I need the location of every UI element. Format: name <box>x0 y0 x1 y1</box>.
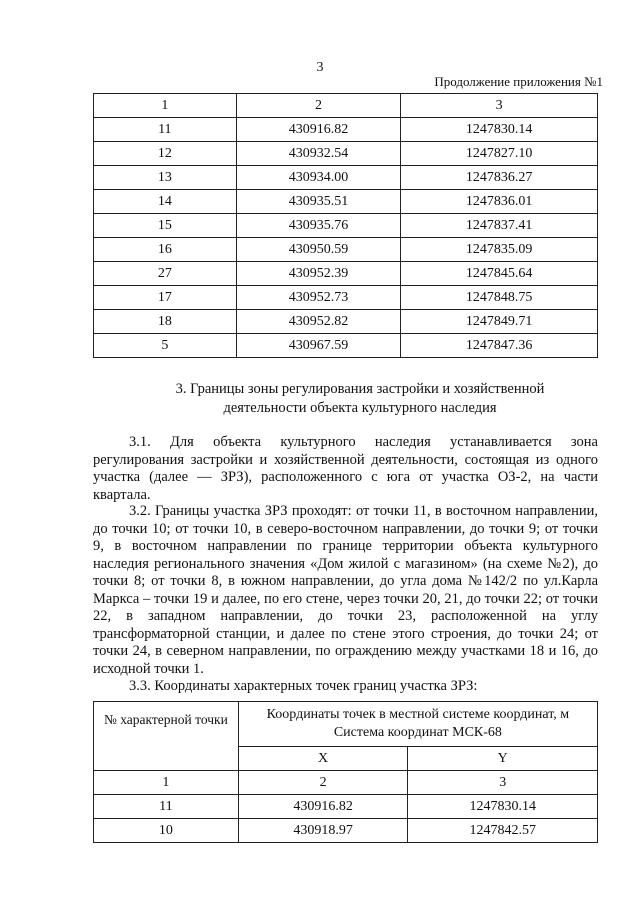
table-cell: 1247842.57 <box>408 819 598 843</box>
continuation-label: Продолжение приложения №1 <box>434 74 603 89</box>
table-cell: 1247835.09 <box>401 238 598 262</box>
table-cell: 430952.82 <box>236 310 401 334</box>
table-row <box>94 190 598 214</box>
table-cell: 1247837.41 <box>401 214 598 238</box>
table-header-row <box>94 702 598 747</box>
table-cell: 27 <box>94 262 237 286</box>
table-cell: 430935.76 <box>236 214 401 238</box>
table-cell: 430916.82 <box>236 118 401 142</box>
table-cell: 1247848.75 <box>401 286 598 310</box>
table-cell: 430952.39 <box>236 262 401 286</box>
table-cell: 5 <box>94 334 237 358</box>
coordinate-header-line: Система координат МСК-68 <box>333 725 502 740</box>
table-row <box>94 334 598 358</box>
paragraph-text: 3.3. Координаты характерных точек границ участка ЗРЗ: <box>129 678 478 694</box>
column-index: 3 <box>408 771 598 795</box>
x-header: X <box>238 747 408 771</box>
table-cell: 12 <box>94 142 237 166</box>
table-cell: 18 <box>94 310 237 334</box>
table-cell: 430934.00 <box>236 166 401 190</box>
table-cell: 430935.51 <box>236 190 401 214</box>
table-cell: 430967.59 <box>236 334 401 358</box>
table-cell: 1247845.64 <box>401 262 598 286</box>
page-number: 3 <box>316 60 324 75</box>
section-title <box>150 380 570 418</box>
section-title-line: 3. Границы зоны регулирования застройки и хозяйственной <box>175 381 545 397</box>
table-cell: 430916.82 <box>238 795 408 819</box>
table-cell: 17 <box>94 286 237 310</box>
table-cell: 10 <box>94 819 239 843</box>
column-header: 2 <box>236 94 401 118</box>
table-row <box>94 214 598 238</box>
coordinates-table-2 <box>93 701 598 843</box>
table-cell: 14 <box>94 190 237 214</box>
table-row <box>94 262 598 286</box>
point-number-header: № характерной точки <box>94 702 239 771</box>
paragraph-3-3 <box>93 678 598 696</box>
table-row <box>94 310 598 334</box>
table-cell: 11 <box>94 118 237 142</box>
table-header-row <box>94 94 598 118</box>
table-row <box>94 166 598 190</box>
table-cell: 16 <box>94 238 237 262</box>
table-cell: 430932.54 <box>236 142 401 166</box>
coordinates-table-1 <box>93 93 598 358</box>
table-row <box>94 286 598 310</box>
table-cell: 1247836.01 <box>401 190 598 214</box>
coordinate-header-line: Координаты точек в местной системе координат, м <box>266 707 570 722</box>
section-title-line: деятельности объекта культурного наследия <box>223 400 497 416</box>
table-cell: 430952.73 <box>236 286 401 310</box>
column-header: 1 <box>94 94 237 118</box>
column-index: 1 <box>94 771 239 795</box>
table-cell: 11 <box>94 795 239 819</box>
table-cell: 1247830.14 <box>408 795 598 819</box>
paragraph-3-2 <box>93 503 598 678</box>
column-header: 3 <box>401 94 598 118</box>
table-cell: 430950.59 <box>236 238 401 262</box>
table-cell: 13 <box>94 166 237 190</box>
table-cell: 1247847.36 <box>401 334 598 358</box>
paragraph-text: 3.2. Границы участка ЗРЗ проходят: от точки 11, в восточном направлении, до точки 10; от точки 10, в северо-восточном направлении, до точки 9; от точки 9, в восточном направлении по границе территории объекта культурного наследия регионального значения «Дом жилой с магазином» (на схеме №2), до точки 8; от точки 8, в южном направлении, до угла дома №142/2 по ул.Карла Маркса – точки 19 и далее, по его стене, через точки 20, 21, до точки 22; от точки 22, в западном направлении, до точки 23, расположенной на углу трансформаторной станции, и далее по стене этого строения, до точки 24; от точки 24, в северном направлении, по ограждению между участками 18 и 16, до исходной точки 1. <box>93 503 598 677</box>
table-cell: 15 <box>94 214 237 238</box>
table-row <box>94 819 598 843</box>
table-cell: 430918.97 <box>238 819 408 843</box>
table-cell: 1247849.71 <box>401 310 598 334</box>
paragraph-3-1 <box>93 434 598 504</box>
table-index-row <box>94 771 598 795</box>
table-row <box>94 142 598 166</box>
table-row <box>94 238 598 262</box>
table-cell: 1247827.10 <box>401 142 598 166</box>
table-cell: 1247830.14 <box>401 118 598 142</box>
coordinate-system-header <box>238 702 597 747</box>
column-index: 2 <box>238 771 408 795</box>
table-cell: 1247836.27 <box>401 166 598 190</box>
y-header: Y <box>408 747 598 771</box>
table-row <box>94 795 598 819</box>
table-row <box>94 118 598 142</box>
paragraph-text: 3.1. Для объекта культурного наследия устанавливается зона регулирования застройки и хозяйственной деятельности, состоящая из одного участка (далее — ЗРЗ), расположенного с юга от участка ОЗ-2, на части квартала. <box>93 434 598 503</box>
